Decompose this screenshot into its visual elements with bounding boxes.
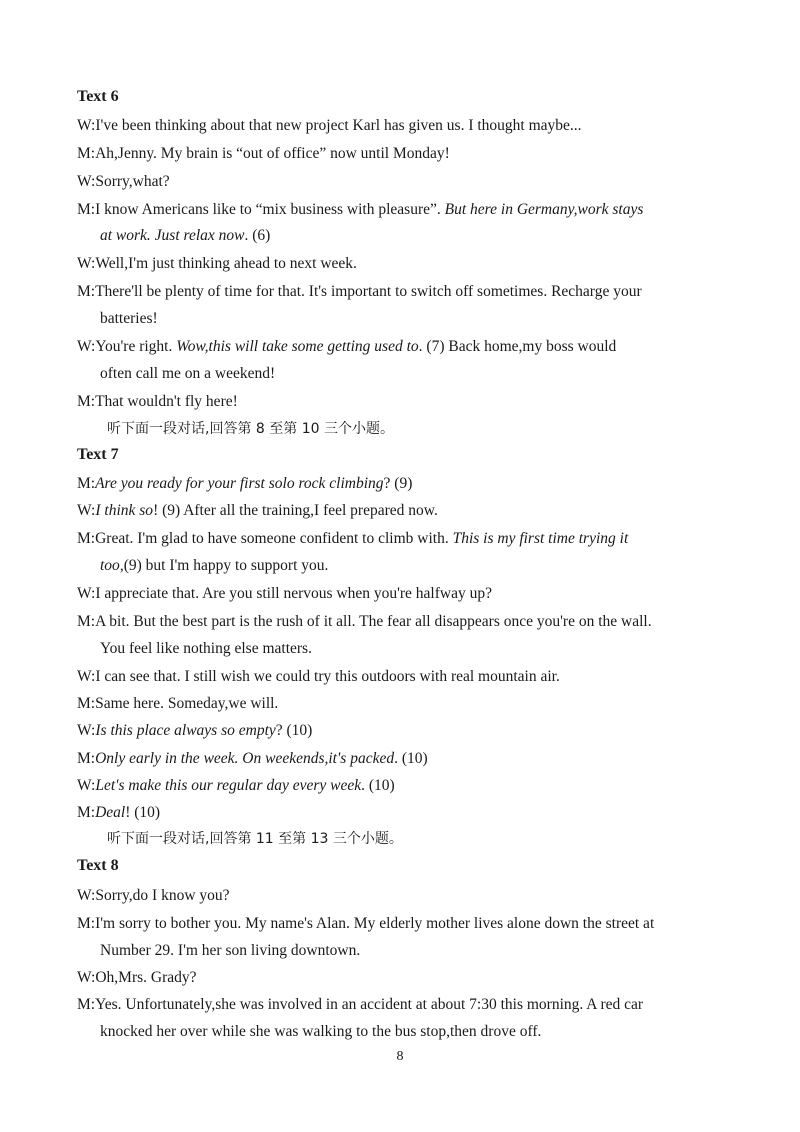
plain-text: M:Great. I'm glad to have someone confident to climb with. bbox=[77, 530, 453, 547]
text6-line4 bbox=[77, 196, 726, 223]
page-number: 8 bbox=[396, 1049, 404, 1064]
text7-line3 bbox=[77, 525, 726, 552]
text6-heading: Text 6 bbox=[77, 88, 119, 105]
tail-text: ,(9) but I'm happy to support you. bbox=[119, 557, 329, 574]
text7-line1 bbox=[77, 470, 726, 497]
tail-text: . (10) bbox=[361, 777, 395, 794]
italic-text: too bbox=[100, 557, 120, 574]
text7-line5-cont: You feel like nothing else matters. bbox=[100, 640, 312, 657]
instruction-note-1: 听下面一段对话,回答第 8 至第 10 三个小题。 bbox=[107, 421, 394, 437]
text6-line7-tail: . (7) Back home,my boss would bbox=[418, 338, 617, 355]
italic-text: Deal bbox=[95, 804, 126, 821]
text7-line8 bbox=[77, 717, 726, 744]
text6-line7-italic: Wow,this will take some getting used to bbox=[176, 338, 419, 355]
text6-line4-cont-plain: . (6) bbox=[244, 227, 271, 244]
italic-text: Let's make this our regular day every week bbox=[95, 777, 362, 794]
italic-text: Are you ready for your first solo rock climbing bbox=[95, 475, 384, 492]
speaker: W: bbox=[77, 722, 96, 739]
text6-line7 bbox=[77, 333, 726, 360]
text7-line2 bbox=[77, 497, 726, 524]
text6-line2: M:Ah,Jenny. My brain is “out of office” now until Monday! bbox=[77, 145, 450, 162]
italic-text: Only early in the week. On weekends,it's packed bbox=[95, 750, 395, 767]
text7-line3-cont bbox=[100, 552, 726, 579]
text7-line6: W:I can see that. I still wish we could try this outdoors with real mountain air. bbox=[77, 668, 560, 685]
text6-line3: W:Sorry,what? bbox=[77, 173, 170, 190]
text6-line4-cont bbox=[100, 222, 726, 249]
speaker: M: bbox=[77, 475, 96, 492]
text8-line1: W:Sorry,do I know you? bbox=[77, 887, 230, 904]
text7-line9 bbox=[77, 745, 726, 772]
text6-line6-cont: batteries! bbox=[100, 310, 158, 327]
tail-text: ? (10) bbox=[275, 722, 313, 739]
tail-text: ? (9) bbox=[383, 475, 413, 492]
text6-line1: W:I've been thinking about that new project Karl has given us. I thought maybe... bbox=[77, 117, 582, 134]
speaker: W: bbox=[77, 777, 96, 794]
text8-line2: M:I'm sorry to bother you. My name's Alan. My elderly mother lives alone down the street at bbox=[77, 915, 655, 932]
text8-line4: M:Yes. Unfortunately,she was involved in an accident at about 7:30 this morning. A red car bbox=[77, 996, 644, 1013]
text7-line4: W:I appreciate that. Are you still nervous when you're halfway up? bbox=[77, 585, 492, 602]
tail-text: . (10) bbox=[394, 750, 428, 767]
tail-text: ! (10) bbox=[125, 804, 161, 821]
text6-line7-plain: W:You're right. bbox=[77, 338, 177, 355]
speaker: M: bbox=[77, 804, 96, 821]
text6-line7-cont: often call me on a weekend! bbox=[100, 365, 276, 382]
text8-line2-cont: Number 29. I'm her son living downtown. bbox=[100, 942, 361, 959]
text6-line4-plain: M:I know Americans like to “mix business with pleasure”. bbox=[77, 201, 445, 218]
text7-line10 bbox=[77, 772, 726, 799]
speaker: M: bbox=[77, 750, 96, 767]
text6-line4-italic: But here in Germany,work stays bbox=[444, 201, 644, 218]
text7-heading: Text 7 bbox=[77, 446, 119, 463]
text7-line11 bbox=[77, 799, 726, 826]
italic-text: This is my first time trying it bbox=[452, 530, 629, 547]
text6-line6: M:There'll be plenty of time for that. It's important to switch off sometimes. Recharge your bbox=[77, 283, 642, 300]
text6-line8: M:That wouldn't fly here! bbox=[77, 393, 238, 410]
speaker: W: bbox=[77, 502, 96, 519]
text8-line4-cont: knocked her over while she was walking to the bus stop,then drove off. bbox=[100, 1023, 542, 1040]
text8-line3: W:Oh,Mrs. Grady? bbox=[77, 969, 197, 986]
italic-text: I think so bbox=[95, 502, 154, 519]
text7-line7: M:Same here. Someday,we will. bbox=[77, 695, 279, 712]
text6-line5: W:Well,I'm just thinking ahead to next week. bbox=[77, 255, 357, 272]
italic-text: Is this place always so empty bbox=[95, 722, 276, 739]
text6-line4-cont-italic: at work. Just relax now bbox=[100, 227, 245, 244]
text7-line5: M:A bit. But the best part is the rush of it all. The fear all disappears once you're on the wall. bbox=[77, 613, 652, 630]
instruction-note-2: 听下面一段对话,回答第 11 至第 13 三个小题。 bbox=[107, 831, 403, 847]
tail-text: ! (9) After all the training,I feel prepared now. bbox=[153, 502, 438, 519]
text8-heading: Text 8 bbox=[77, 857, 119, 874]
